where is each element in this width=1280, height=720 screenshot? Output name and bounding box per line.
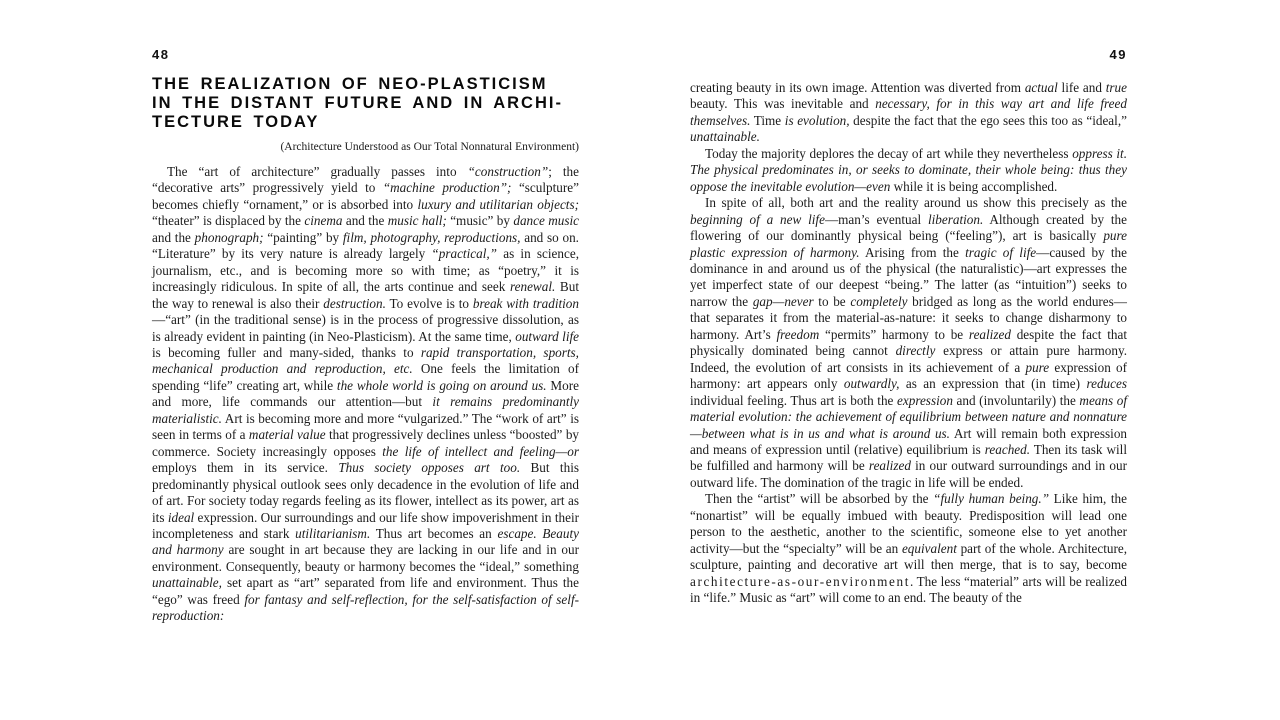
page-49-body [690,80,1127,607]
chapter-title-line-1: THE REALIZATION OF NEO-PLASTICISM [152,75,548,93]
paragraph: Today the majority deplores the decay of art while they nevertheless oppress it. The physical predominates in, or seeks to dominate, their whole being: thus they oppose the inevitable evolution—even while it is being accomplished. [690,145,1127,194]
paragraph: creating beauty in its own image. Attention was diverted from actual life and true beauty. This was inevitable and necessary, for in this way art and life freed themselves. Time is evolution, despite the fact that the ego sees this too as “ideal,” unattainable. [690,80,1127,145]
page-number-left: 48 [152,47,170,62]
page-48-body [152,164,579,625]
page-number-right: 49 [1109,47,1127,62]
paragraph: Then the “artist” will be absorbed by the “fully human being.” Like him, the “nonartist” will be equally imbued with beauty. Predisposition will lead one person to the aesthetic, another to the scientific, someone else to yet another activity—but the “specialty” will be an equivalent part of the whole. Architecture, sculpture, painting and decorative art will then merge, that is to say, become architecture-as-our-environment. The less “material” arts will be realized in “life.” Music as “art” will come to an end. The beauty of the [690,491,1128,606]
chapter-subtitle: (Architecture Understood as Our Total Nonnatural Environment) [280,141,579,153]
chapter-title [152,75,579,132]
page-48 [152,48,579,625]
chapter-title-line-2: IN THE DISTANT FUTURE AND IN ARCHI- [152,94,563,112]
chapter-title-line-3: TECTURE TODAY [152,113,320,131]
paragraph: In spite of all, both art and the reality around us show this precisely as the beginning of a new life—man’s eventual liberation. Although created by the flowering of our dominantly physical being (“feeling”), art is basically pure plastic expression of harmony. Arising from the tragic of life—caused by the dominance in and around us of the physical (the naturalistic)—art expresses the yet imperfect state of our deepest “being.” The latter (as “intuition”) seeks to narrow the gap—never to be completely bridged as long as the world endures—that separates it from the material-as-nature: it seeks to change disharmony to harmony. Art’s freedom “permits” harmony to be realized despite the fact that physically dominated being cannot directly express or attain pure harmony. Indeed, the evolution of art consists in its achievement of a pure expression of harmony: art appears only outwardly, as an expression that (in time) reduces individual feeling. Thus art is both the expression and (involuntarily) the means of material evolution: the achievement of equilibrium between nature and nonnature—between what is in us and what is around us. Art will remain both expression and means of expression until (relative) equilibrium is reached. Then its task will be fulfilled and harmony will be realized in our outward surroundings and in our outward life. The domination of the tragic in life will be ended. [690,195,1128,490]
paragraph: The “art of architecture” gradually passes into “construction”; the “decorative arts” progressively yield to “machine production”; “sculpture” becomes chiefly “ornament,” or is absorbed into luxury and utilitarian objects; “theater” is displaced by the cinema and the music hall; “music” by dance music and the phonograph; “painting” by film, photography, reproductions, and so on. “Literature” by its very nature is already largely “practical,” as in science, journalism, etc., and is becoming more so with time; as “poetry,” it is increasingly ridiculous. In spite of all, the arts continue and seek renewal. But the way to renewal is also their destruction. To evolve is to break with tradition—“art” (in the traditional sense) is in the process of progressive dissolution, as is already evident in painting (in Neo-Plasticism). At the same time, outward life is becoming fuller and many-sided, thanks to rapid transportation, sports, mechanical production and reproduction, etc. One feels the limitation of spending “life” creating art, while the whole world is going on around us. More and more, life commands our attention—but it remains predominantly materialistic. Art is becoming more and more “vulgarized.” The “work of art” is seen in terms of a material value that progressively declines unless “boosted” by commerce. Society increasingly opposes the life of intellect and feeling—or employs them in its service. Thus society opposes art too. But this predominantly physical outlook sees only decadence in the evolution of life and of art. For society today regards feeling as its flower, intellect as its power, art as its ideal expression. Our surroundings and our life show impoverishment in their incompleteness and stark utilitarianism. Thus art becomes an escape. Beauty and harmony are sought in art because they are lacking in our life and in our environment. Consequently, beauty or harmony becomes the “ideal,” something unattainable, set apart as “art” separated from life and environment. Thus the “ego” was freed for fantasy and self-reflection, for the self-satisfaction of self-reproduction: [152,164,580,624]
page-49 [690,48,1127,607]
